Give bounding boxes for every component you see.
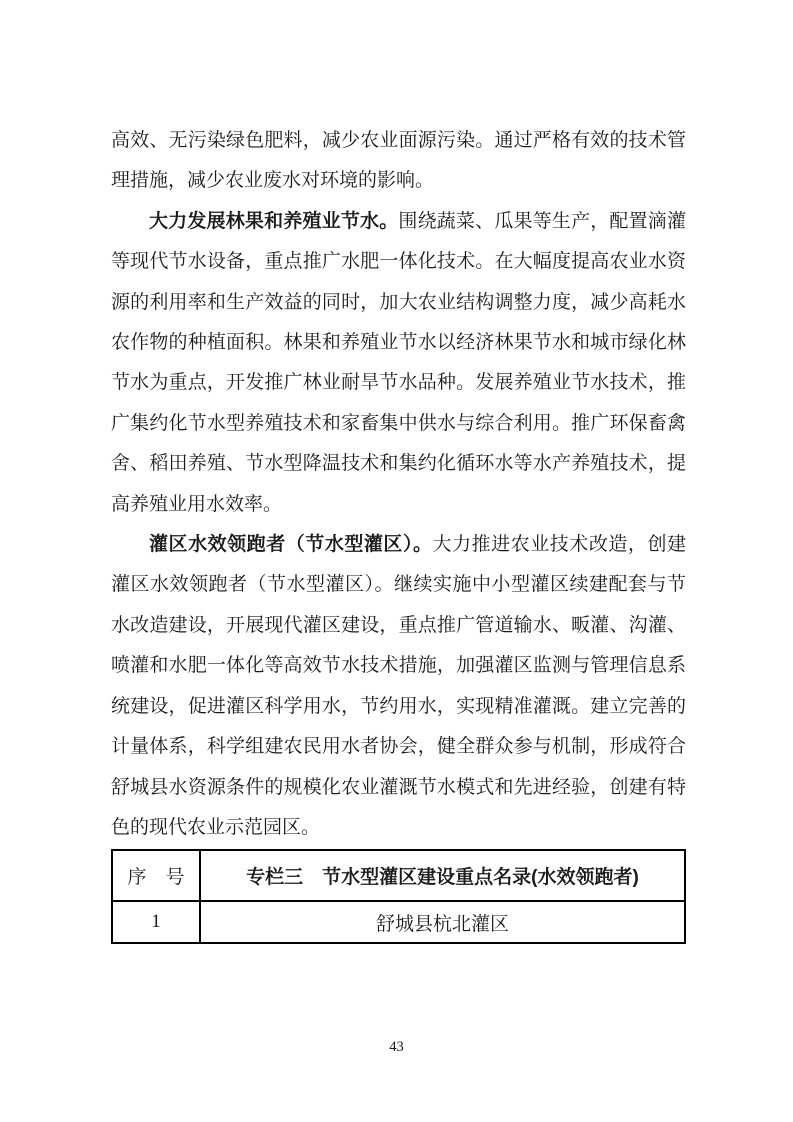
text-line: 广集约化节水型养殖技术和家畜集中供水与综合利用。推广环保畜禽 — [111, 412, 686, 434]
page-number: 43 — [389, 1039, 404, 1055]
text-line: 舒城县水资源条件的规模化农业灌溉节水模式和先进经验，创建有特 — [111, 776, 686, 798]
text-line: 舍、稻田养殖、节水型降温技术和集约化循环水等水产养殖技术，提 — [111, 453, 686, 475]
text-line: 灌区水效领跑者（节水型灌区）。继续实施中小型灌区续建配套与节 — [111, 574, 686, 596]
paragraph-lead-bold: 大力发展林果和养殖业节水。 — [149, 210, 399, 232]
table-header-serial-number: 序 号 — [112, 850, 200, 901]
table-cell-serial-number: 1 — [112, 901, 200, 943]
text-line — [111, 202, 686, 242]
table-cell-district-name: 舒城县杭北灌区 — [200, 901, 685, 943]
text-line: 高效、无污染绿色肥料，减少农业面源污染。通过严格有效的技术管 — [111, 130, 686, 151]
key-irrigation-district-table — [111, 849, 686, 944]
paragraph-irrigation-leader — [111, 525, 686, 848]
paragraph-lead-rest: 围绕蔬菜、瓜果等生产，配置滴灌 — [398, 210, 686, 232]
text-line: 色的现代农业示范园区。 — [111, 816, 321, 838]
text-line: 理措施，减少农业废水对环境的影响。 — [111, 170, 435, 192]
text-line: 节水为重点，开发推广林业耐旱节水品种。发展养殖业节水技术，推 — [111, 372, 686, 394]
text-line: 计量体系，科学组建农民用水者协会，健全群众参与机制，形成符合 — [111, 736, 686, 758]
text-line: 等现代节水设备，重点推广水肥一体化技术。在大幅度提高农业水资 — [111, 251, 686, 273]
table-row — [112, 901, 685, 943]
text-line: 源的利用率和生产效益的同时，加大农业结构调整力度，减少高耗水 — [111, 291, 686, 313]
text-line: 高养殖业用水效率。 — [111, 493, 283, 515]
text-line: 农作物的种植面积。林果和养殖业节水以经济林果节水和城市绿化林 — [111, 332, 686, 354]
paragraph-fertilizer — [111, 121, 686, 202]
paragraph-forestry-livestock — [111, 202, 686, 525]
table-header-row — [112, 850, 685, 901]
document-body — [111, 121, 686, 944]
text-line: 统建设，促进灌区科学用水，节约用水，实现精准灌溉。建立完善的 — [111, 695, 686, 717]
paragraph-lead-bold: 灌区水效领跑者（节水型灌区）。 — [149, 534, 433, 556]
table-header-title: 专栏三 节水型灌区建设重点名录(水效领跑者) — [200, 850, 685, 901]
text-line — [111, 525, 686, 565]
text-line: 喷灌和水肥一体化等高效节水技术措施，加强灌区监测与管理信息系 — [111, 655, 686, 677]
text-line: 水改造建设，开展现代灌区建设，重点推广管道输水、畈灌、沟灌、 — [111, 614, 686, 636]
paragraph-lead-rest: 大力推进农业技术改造，创建 — [432, 534, 686, 556]
